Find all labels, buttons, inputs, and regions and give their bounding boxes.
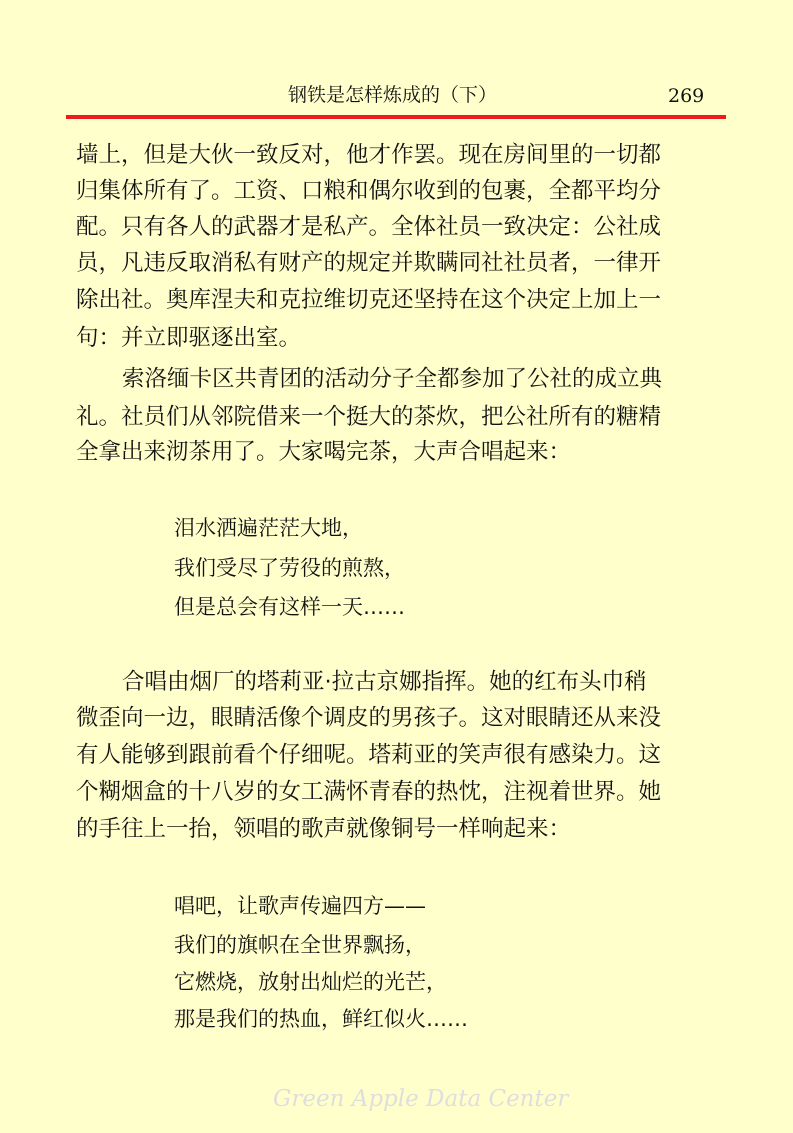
running-header-title: 钢铁是怎样炼成的（下）	[288, 84, 498, 106]
text-line: 个糊烟盒的十八岁的女工满怀青春的热忱，注视着世界。她	[76, 779, 662, 805]
watermark: Green Apple Data Center	[273, 1086, 569, 1112]
verse-line: 泪水洒遍茫茫大地，	[174, 516, 363, 540]
verse-line: 我们受尽了劳役的煎熬，	[174, 556, 405, 580]
text-line: 句：并立即驱逐出室。	[76, 325, 302, 351]
verse-line: 唱吧，让歌声传遍四方——	[174, 894, 426, 918]
verse-line: 但是总会有这样一天……	[174, 595, 405, 619]
text-line: 全拿出来沏茶用了。大家喝完茶，大声合唱起来：	[76, 439, 572, 465]
text-line: 归集体所有了。工资、口粮和偶尔收到的包裹，全都平均分	[76, 178, 662, 204]
text-line: 的手往上一抬，领唱的歌声就像铜号一样响起来：	[76, 816, 572, 842]
text-line: 配。只有各人的武器才是私产。全体社员一致决定：公社成	[76, 214, 662, 240]
text-line: 礼。社员们从邻院借来一个挺大的茶炊，把公社所有的糖精	[76, 404, 662, 430]
text-line: 索洛缅卡区共青团的活动分子全都参加了公社的成立典	[122, 366, 663, 392]
text-line: 合唱由烟厂的塔莉亚·拉古京娜指挥。她的红布头巾稍	[122, 669, 647, 695]
text-line: 除出社。奥库涅夫和克拉维切克还坚持在这个决定上加上一	[76, 287, 662, 313]
page-number: 269	[668, 85, 705, 107]
text-line: 微歪向一边，眼睛活像个调皮的男孩子。这对眼睛还从来没	[76, 705, 662, 731]
header-rule	[66, 115, 726, 119]
text-line: 墙上，但是大伙一致反对，他才作罢。现在房间里的一切都	[76, 142, 662, 168]
text-line: 有人能够到跟前看个仔细呢。塔莉亚的笑声很有感染力。这	[76, 742, 662, 768]
verse-line: 我们的旗帜在全世界飘扬，	[174, 933, 426, 957]
text-line: 员，凡违反取消私有财产的规定并欺瞒同社社员者，一律开	[76, 250, 662, 276]
verse-line: 那是我们的热血，鲜红似火……	[174, 1007, 468, 1031]
verse-line: 它燃烧，放射出灿烂的光芒，	[174, 970, 447, 994]
